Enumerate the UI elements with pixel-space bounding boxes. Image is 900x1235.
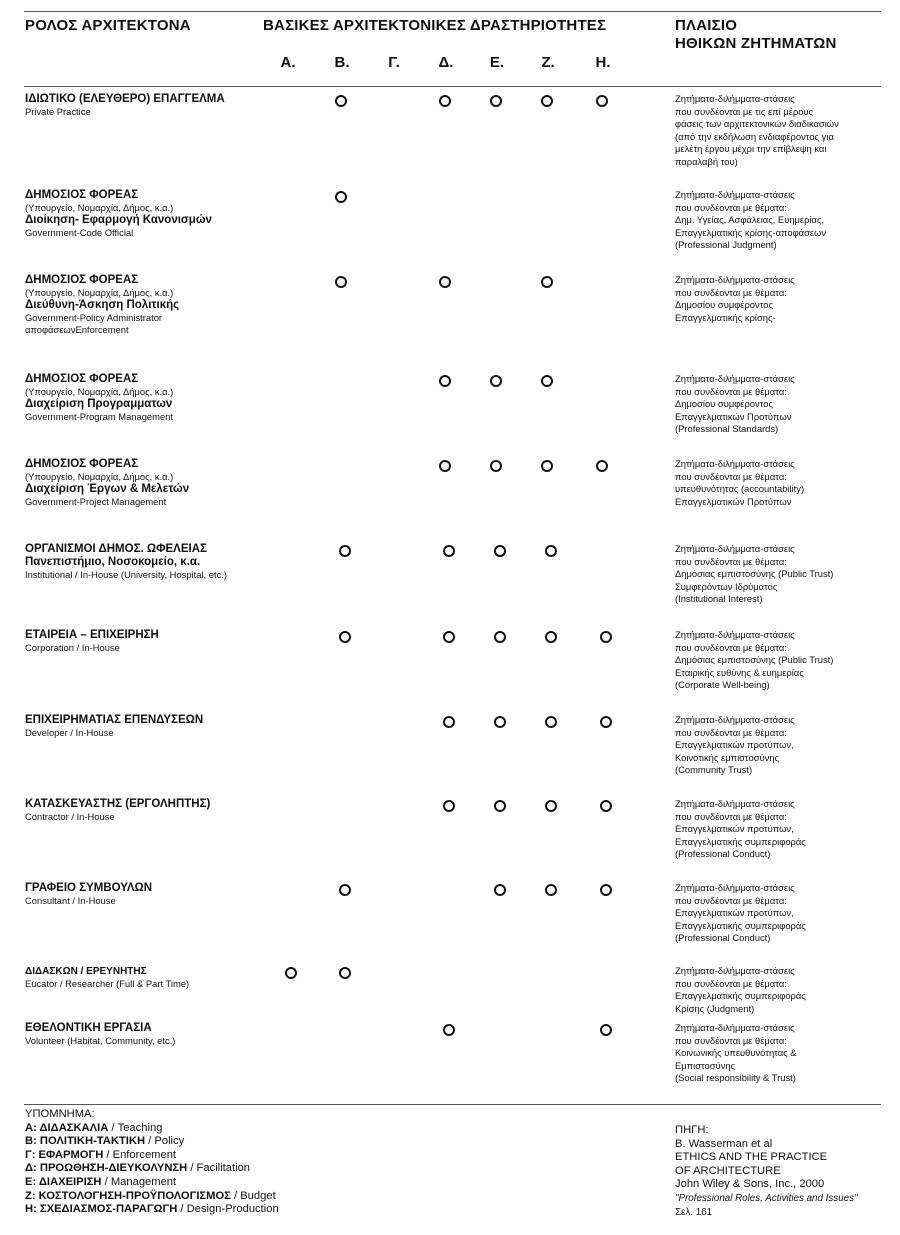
activity-mark-6 — [545, 545, 557, 557]
role-title: ΕΘΕΛΟΝΤΙΚΗ ΕΡΓΑΣΙΑ — [25, 1022, 152, 1034]
ethics-line: (από την εκδήλωση ενδιαφέροντος για — [675, 130, 834, 142]
ethics-line: Ζητήματα-διλήμματα-στάσεις — [675, 714, 795, 725]
activity-mark-5 — [494, 545, 506, 557]
legend-item — [25, 1122, 279, 1136]
role-title: ΟΡΓΑΝΙΣΜΟΙ ΔΗΜΟΣ. ΩΦΕΛΕΙΑΣ — [25, 543, 207, 555]
activity-mark-6 — [541, 375, 553, 387]
legend-item — [25, 1203, 279, 1217]
ethics-line: Ζητήματα-διλήμματα-στάσεις — [675, 798, 795, 809]
ethics-line: Ζητήματα-διλήμματα-στάσεις — [675, 93, 795, 104]
legend — [25, 1108, 279, 1217]
role-title: ΓΡΑΦΕΙΟ ΣΥΜΒΟΥΛΩΝ — [25, 882, 153, 894]
legend-key: Β: ΠΟΛΙΤΙΚΗ-ΤΑΚΤΙΚΗ — [25, 1135, 146, 1148]
ethics-line: παραλαβή του) — [675, 155, 738, 167]
activity-mark-6 — [545, 631, 557, 643]
ethics-line: Επαγγελματικών προτύπων, — [675, 739, 794, 750]
activity-mark-4 — [439, 375, 451, 387]
activity-mark-7 — [600, 1024, 612, 1036]
role-subtitle: Corporation / In-House — [25, 642, 120, 653]
activity-mark-2 — [339, 884, 351, 896]
legend-key: Δ: ΠΡΟΩΘΗΣΗ-ΔΙΕΥΚΟΛΥΝΣΗ — [25, 1162, 188, 1175]
legend-key: Ε: ΔΙΑΧΕΙΡΙΣΗ — [25, 1175, 102, 1188]
activity-mark-5 — [494, 884, 506, 896]
ethics-line: Επαγγελματικής συμπεριφοράς — [675, 990, 806, 1001]
ethics-line: Επαγγελματικών προτύπων, — [675, 823, 794, 834]
role-subtitle-secondary: Government-Policy Administrator — [25, 312, 163, 323]
ethics-line: Κοινοτικής εμπιστοσύνης — [675, 751, 780, 763]
role-cell — [25, 629, 285, 654]
ethics-line: που συνδέονται με θέματα: — [675, 385, 787, 397]
role-title: ΚΑΤΑΣΚΕΥΑΣΤΗΣ (ΕΡΓΟΛΗΠΤΗΣ) — [25, 798, 211, 810]
ethics-line: Επαγγελματικών Προτύπων — [675, 410, 792, 422]
ethics-cell — [675, 458, 885, 508]
role-cell — [25, 373, 285, 423]
column-header-5: Ε. — [489, 54, 505, 71]
role-title: ΔΙΔΑΣΚΩΝ / ΕΡΕΥΝΗΤΗΣ — [25, 966, 147, 977]
activity-mark-7 — [600, 884, 612, 896]
activity-mark-5 — [490, 95, 502, 107]
legend-value: / Enforcement — [103, 1148, 177, 1161]
ethics-line: (Professional Conduct) — [675, 932, 771, 943]
activity-mark-2 — [339, 545, 351, 557]
ethics-line: Δημοσίου συμφέροντος — [675, 299, 774, 310]
ethics-line: Δημοσίου συμφέροντος — [675, 398, 774, 409]
role-cell — [25, 965, 285, 990]
role-subtitle-secondary: Government-Program Management — [25, 411, 173, 422]
ethics-line: Επαγγελματικής κρίσης- — [675, 311, 776, 323]
ethics-line: που συνδέονται με θέματα: — [675, 470, 787, 482]
role-subtitle-tertiary: αποφάσεωνEnforcement — [25, 324, 129, 335]
ethics-cell — [675, 798, 885, 861]
legend-value: / Policy — [145, 1135, 185, 1148]
ethics-cell — [675, 274, 885, 324]
ethics-cell — [675, 543, 885, 606]
ethics-line: Δημ. Υγείας, Ασφάλειας, Ευημερίας, — [675, 214, 825, 225]
ethics-line: που συνδέονται με θέματα: — [675, 555, 787, 567]
source-label: ΠΗΓΗ: — [675, 1124, 709, 1136]
ethics-cell — [675, 965, 885, 1015]
column-header-4: Δ. — [438, 54, 454, 71]
legend-value: / Budget — [230, 1189, 276, 1202]
role-title: ΔΗΜΟΣΙΟΣ ΦΟΡΕΑΣ — [25, 373, 139, 385]
column-header-2: Β. — [334, 54, 350, 71]
source-line: John Wiley & Sons, Inc., 2000 — [675, 1178, 825, 1191]
ethics-cell — [675, 189, 885, 252]
ethics-line: που συνδέονται με θέματα: — [675, 1034, 787, 1046]
legend-value: / Design-Production — [177, 1203, 279, 1216]
role-title: ΙΔΙΩΤΙΚΟ (ΕΛΕΥΘΕΡΟ) ΕΠΑΓΓΕΛΜΑ — [25, 93, 225, 105]
legend-key: Γ: ΕΦΑΡΜΟΓΗ — [25, 1148, 104, 1161]
role-cell — [25, 274, 285, 336]
role-subtitle: (Υπουργείο, Νομαρχία, Δήμος, κ.α.) — [25, 386, 174, 397]
activity-mark-5 — [494, 716, 506, 728]
ethics-line: (Community Trust) — [675, 764, 753, 775]
legend-key: Α: ΔΙΔΑΣΚΑΛΙΑ — [25, 1121, 109, 1134]
role-cell — [25, 798, 285, 823]
ethics-line: Ζητήματα-διλήμματα-στάσεις — [675, 543, 795, 554]
ethics-line: Κρίσης (Judgment) — [675, 1002, 755, 1014]
ethics-line: Ζητήματα-διλήμματα-στάσεις — [675, 882, 795, 893]
legend-key: Ζ: ΚΟΣΤΟΛΟΓΗΣΗ-ΠΡΟΫΠΟΛΟΓΙΣΜΟΣ — [25, 1189, 231, 1202]
activity-mark-5 — [490, 375, 502, 387]
activity-mark-4 — [443, 800, 455, 812]
activity-mark-2 — [335, 95, 347, 107]
source-line: OF ARCHITECTURE — [675, 1164, 781, 1177]
ethics-column-title-line2: ΗΘΙΚΩΝ ΖΗΤΗΜΑΤΩΝ — [675, 35, 837, 52]
ethics-line: Επαγγελματικής συμπεριφοράς — [675, 919, 806, 931]
activity-mark-4 — [443, 631, 455, 643]
role-title-secondary: Διαχείριση Προγραμματων — [25, 398, 173, 410]
source-line: ETHICS AND THE PRACTICE — [675, 1151, 828, 1164]
role-title: ΕΠΙΧΕΙΡΗΜΑΤΙΑΣ ΕΠΕΝΔΥΣΕΩΝ — [25, 714, 204, 726]
ethics-line: Ζητήματα-διλήμματα-στάσεις — [675, 1022, 795, 1033]
activity-mark-4 — [443, 545, 455, 557]
role-subtitle: Eucator / Researcher (Full & Part Time) — [25, 978, 190, 989]
ethics-cell — [675, 882, 885, 945]
ethics-line: που συνδέονται με θέματα: — [675, 201, 787, 213]
column-header-3: Γ. — [388, 54, 400, 71]
legend-item — [25, 1149, 279, 1163]
ethics-cell — [675, 93, 885, 168]
ethics-line: (Professional Conduct) — [675, 848, 771, 859]
activity-mark-6 — [541, 95, 553, 107]
top-rule — [24, 11, 881, 12]
activity-mark-7 — [600, 716, 612, 728]
role-cell — [25, 189, 285, 239]
source-line: B. Wasserman et al — [675, 1137, 773, 1150]
role-cell — [25, 882, 285, 907]
footer-rule — [24, 1104, 881, 1105]
ethics-line: (Professional Judgment) — [675, 239, 777, 250]
activities-column-title: ΒΑΣΙΚΕΣ ΑΡΧΙΤΕΚΤΟΝΙΚΕΣ ΔΡΑΣΤΗΡΙΟΤΗΤΕΣ — [263, 17, 607, 34]
role-title: ΕΤΑΙΡΕΙΑ – ΕΠΙΧΕΙΡΗΣΗ — [25, 629, 159, 641]
ethics-line: Ζητήματα-διλήμματα-στάσεις — [675, 189, 795, 200]
activity-mark-6 — [545, 884, 557, 896]
role-title: ΔΗΜΟΣΙΟΣ ΦΟΡΕΑΣ — [25, 189, 139, 201]
legend-key: Η: ΣΧΕΔΙΑΣΜΟΣ-ΠΑΡΑΓΩΓΗ — [25, 1203, 178, 1216]
activity-mark-4 — [443, 1024, 455, 1036]
ethics-line: (Professional Standards) — [675, 423, 779, 434]
ethics-line: Επαγγελματικών Προτύπων — [675, 495, 792, 507]
activity-mark-6 — [541, 276, 553, 288]
legend-item — [25, 1190, 279, 1204]
role-title: ΔΗΜΟΣΙΟΣ ΦΟΡΕΑΣ — [25, 274, 139, 286]
role-subtitle: (Υπουργείο, Νομαρχία, Δήμος, κ.α.) — [25, 471, 174, 482]
source-quote: "Professional Roles, Activities and Issues" — [675, 1192, 858, 1204]
ethics-line: υπευθυνότητας (accountability) — [675, 483, 805, 494]
activity-mark-7 — [600, 631, 612, 643]
activity-mark-7 — [596, 460, 608, 472]
legend-value: / Management — [101, 1175, 177, 1188]
activity-mark-2 — [335, 191, 347, 203]
legend-title: ΥΠΟΜΝΗΜΑ: — [25, 1108, 95, 1120]
role-cell — [25, 93, 285, 118]
ethics-line: που συνδέονται με θέματα: — [675, 977, 787, 989]
legend-item — [25, 1162, 279, 1176]
role-column-title: ΡΟΛΟΣ ΑΡΧΙΤΕΚΤΟΝΑ — [25, 17, 191, 34]
role-cell — [25, 1022, 285, 1047]
ethics-line: Ζητήματα-διλήμματα-στάσεις — [675, 458, 795, 469]
ethics-line: που συνδέονται με θέματα: — [675, 894, 787, 906]
activity-mark-6 — [545, 716, 557, 728]
ethics-cell — [675, 373, 885, 436]
activity-mark-4 — [439, 276, 451, 288]
activity-mark-4 — [443, 716, 455, 728]
ethics-line: Συμφερόντων Ιδρύματος — [675, 580, 778, 592]
activity-mark-4 — [439, 460, 451, 472]
ethics-line: που συνδέονται με θέματα: — [675, 726, 787, 738]
role-title-secondary: Διαχείριση Έργων & Μελετών — [25, 483, 190, 495]
ethics-line: Ζητήματα-διλήμματα-στάσεις — [675, 373, 795, 384]
ethics-line: Δημόσιας εμπιστοσύνης (Public Trust) — [675, 568, 834, 579]
ethics-column-title-line1: ΠΛΑΙΣΙΟ — [675, 17, 738, 34]
ethics-line: που συνδέονται με θέματα: — [675, 641, 787, 653]
column-header-7: Η. — [595, 54, 611, 71]
ethics-cell — [675, 714, 885, 777]
activity-mark-6 — [541, 460, 553, 472]
ethics-line: μελέτη έργου μέχρι την επίβλεψη και — [675, 143, 827, 154]
role-cell — [25, 714, 285, 739]
ethics-line: (Social responsibility & Trust) — [675, 1072, 796, 1083]
activity-mark-6 — [545, 800, 557, 812]
legend-item — [25, 1135, 279, 1149]
source-block — [675, 1124, 857, 1219]
role-title-secondary: Πανεπιστήμιο, Νοσοκομείο, κ.α. — [25, 556, 201, 568]
legend-value: / Facilitation — [187, 1162, 251, 1175]
ethics-line: Επαγγελματικών προτύπων, — [675, 907, 794, 918]
activity-mark-7 — [596, 95, 608, 107]
ethics-line: Ζητήματα-διλήμματα-στάσεις — [675, 629, 795, 640]
ethics-line: Επαγγελματικής κρίσης-αποφάσεων — [675, 226, 827, 238]
role-cell — [25, 543, 285, 581]
column-header-1: Α. — [280, 54, 296, 71]
ethics-line: που συνδέονται με θέματα: — [675, 286, 787, 298]
ethics-line: Επαγγελματικής συμπεριφοράς — [675, 835, 806, 847]
ethics-line: φάσεις των αρχιτεκτονικών διαδικασιών — [675, 118, 839, 129]
ethics-line: (Institutional Interest) — [675, 593, 763, 604]
role-subtitle-secondary: Government-Code Official — [25, 227, 134, 238]
role-subtitle: Consultant / In-House — [25, 895, 116, 906]
role-title: ΔΗΜΟΣΙΟΣ ΦΟΡΕΑΣ — [25, 458, 139, 470]
activity-mark-5 — [494, 800, 506, 812]
ethics-line: Κοινωνικής υπευθυνότητας & — [675, 1047, 797, 1058]
ethics-line: Εταιρικής ευθύνης & ευημερίας — [675, 666, 804, 678]
column-header-6: Ζ. — [541, 54, 555, 71]
ethics-line: Ζητήματα-διλήμματα-στάσεις — [675, 965, 795, 976]
activity-mark-4 — [439, 95, 451, 107]
ethics-line: Δημόσιας εμπιστοσύνης (Public Trust) — [675, 654, 834, 665]
role-subtitle-secondary: Institutional / In-House (University, Hospital, etc.) — [25, 569, 227, 580]
activity-mark-2 — [339, 631, 351, 643]
role-subtitle: (Υπουργείο, Νομαρχία, Δήμος, κ.α.) — [25, 202, 174, 213]
role-subtitle: Volunteer (Habitat, Community, etc.) — [25, 1035, 176, 1046]
role-subtitle: Contractor / In-House — [25, 811, 115, 822]
ethics-cell — [675, 629, 885, 692]
role-cell — [25, 458, 285, 508]
role-subtitle: (Υπουργείο, Νομαρχία, Δήμος, κ.α.) — [25, 287, 174, 298]
ethics-line: Εμπιστοσύνης — [675, 1059, 736, 1071]
source-lines — [675, 1138, 857, 1192]
role-title-secondary: Διοίκηση- Εφαρμογή Κανονισμών — [25, 214, 212, 226]
legend-value: / Teaching — [108, 1121, 163, 1134]
ethics-line: Ζητήματα-διλήμματα-στάσεις — [675, 274, 795, 285]
source-page: Σελ. 161 — [675, 1206, 713, 1218]
activity-mark-7 — [600, 800, 612, 812]
ethics-cell — [675, 1022, 885, 1085]
role-subtitle-secondary: Government-Project Management — [25, 496, 167, 507]
activity-mark-2 — [335, 276, 347, 288]
ethics-line: που συνδέονται με τις επί μέρους — [675, 105, 814, 117]
ethics-line: (Corporate Well-being) — [675, 679, 770, 690]
ethics-line: που συνδέονται με θέματα: — [675, 810, 787, 822]
role-subtitle: Private Practice — [25, 106, 91, 117]
activity-mark-5 — [494, 631, 506, 643]
activity-mark-2 — [339, 967, 351, 979]
role-title-secondary: Διεύθυνη-Άσκηση Πολιτικής — [25, 299, 180, 311]
role-subtitle: Developer / In-House — [25, 727, 114, 738]
legend-items — [25, 1122, 279, 1217]
legend-item — [25, 1176, 279, 1190]
activity-mark-1 — [285, 967, 297, 979]
activity-mark-5 — [490, 460, 502, 472]
header-rule — [24, 86, 881, 87]
